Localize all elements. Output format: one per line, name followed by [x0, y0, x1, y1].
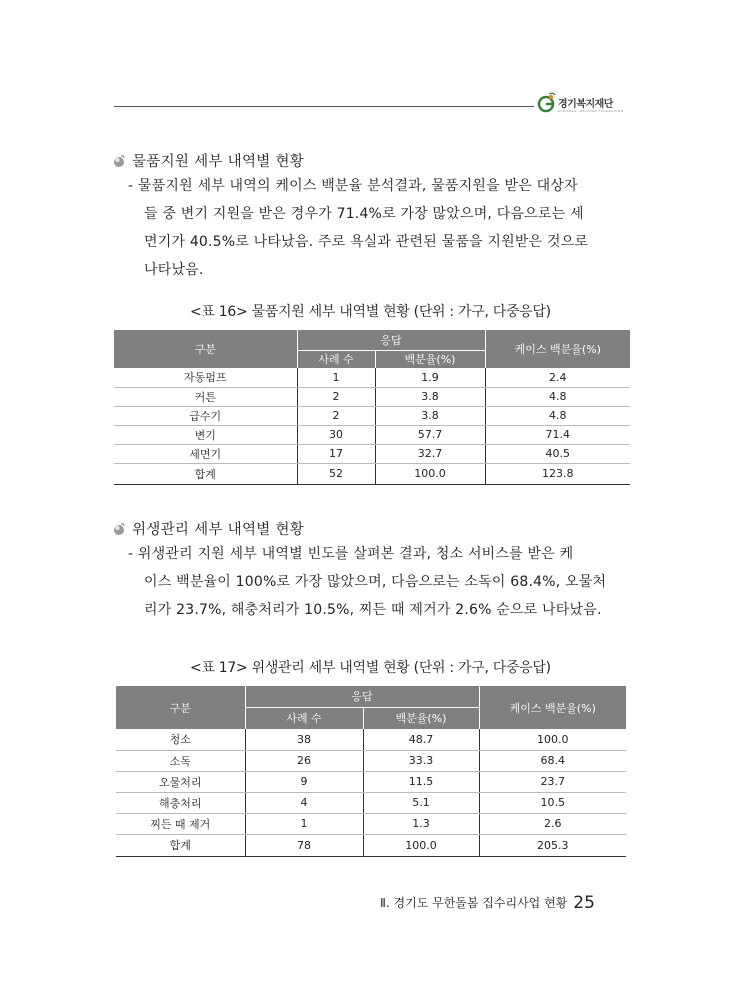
paragraph-line: 들 중 변기 지원을 받은 경우가 71.4%로 가장 많았으며, 다음으로는 세: [144, 206, 584, 222]
col-header-percent: 백분율(%): [363, 707, 479, 729]
table-row: 소독 26 33.3 68.4: [116, 750, 626, 771]
page-number: 25: [573, 893, 595, 913]
table-17: [116, 686, 626, 857]
table-total-row: 합계 78 100.0 205.3: [116, 834, 626, 856]
table-row: 오물처리 9 11.5 23.7: [116, 771, 626, 792]
col-header-category: 구분: [114, 330, 297, 368]
table-16: [114, 330, 630, 485]
page-footer: [380, 893, 595, 913]
table16-caption: <표 16> 물품지원 세부 내역별 현황 (단위 : 가구, 다중응답): [190, 304, 551, 320]
col-header-category: 구분: [116, 686, 245, 729]
col-header-response: 응답: [245, 686, 479, 707]
paragraph-line: - 물품지원 세부 내역의 케이스 백분율 분석결과, 물품지원을 받은 대상자: [128, 178, 578, 194]
table-row: 청소 38 48.7 100.0: [116, 729, 626, 750]
paragraph-supplies: [128, 172, 628, 284]
table-row: 세면기 17 32.7 40.5: [114, 444, 630, 463]
table-total-row: 합계 52 100.0 123.8: [114, 463, 630, 484]
table-row: 찌든 때 제거 1 1.3 2.6: [116, 813, 626, 834]
table-row: 자동펌프 1 1.9 2.4: [114, 368, 630, 387]
col-header-count: 사례 수: [245, 707, 363, 729]
col-header-percent: 백분율(%): [375, 350, 485, 368]
logo-subtitle: GYEONGGI WELFARE FOUNDATION: [558, 109, 624, 113]
footer-chapter: Ⅱ. 경기도 무한돌봄 집수리사업 현황: [380, 896, 568, 910]
table-row: 급수기 2 3.8 4.8: [114, 406, 630, 425]
logo-mark-icon: [536, 92, 558, 114]
header-rule: [114, 106, 534, 107]
paragraph-line: 이스 백분율이 100%로 가장 많았으며, 다음으로는 소독이 68.4%, 오물처: [144, 574, 607, 590]
table-row: 해충처리 4 5.1 10.5: [116, 792, 626, 813]
paragraph-line: 나타났음.: [144, 262, 204, 278]
foundation-logo: [536, 92, 636, 122]
col-header-case-percent: 케이스 백분율(%): [485, 330, 630, 368]
section-title-hygiene: 위생관리 세부 내역별 현황: [112, 518, 304, 539]
paragraph-line: - 위생관리 지원 세부 내역별 빈도를 살펴본 결과, 청소 서비스를 받은 케: [128, 546, 574, 562]
col-header-count: 사례 수: [297, 350, 375, 368]
logo-name: 경기복지재단: [558, 99, 613, 110]
col-header-response: 응답: [297, 330, 485, 350]
table-row: 변기 30 57.7 71.4: [114, 425, 630, 444]
paragraph-hygiene: [128, 540, 628, 624]
table17-caption: <표 17> 위생관리 세부 내역별 현황 (단위 : 가구, 다중응답): [190, 660, 551, 676]
bullet-icon: [112, 154, 126, 168]
bullet-icon: [112, 522, 126, 536]
paragraph-line: 리가 23.7%, 해충처리가 10.5%, 찌든 때 제거가 2.6% 순으로 나타났음.: [144, 602, 602, 618]
section-title-supplies: 물품지원 세부 내역별 현황: [112, 150, 304, 171]
col-header-case-percent: 케이스 백분율(%): [479, 686, 626, 729]
table-row: 커튼 2 3.8 4.8: [114, 387, 630, 406]
paragraph-line: 면기가 40.5%로 나타났음. 주로 욕실과 관련된 물품을 지원받은 것으로: [144, 234, 589, 250]
